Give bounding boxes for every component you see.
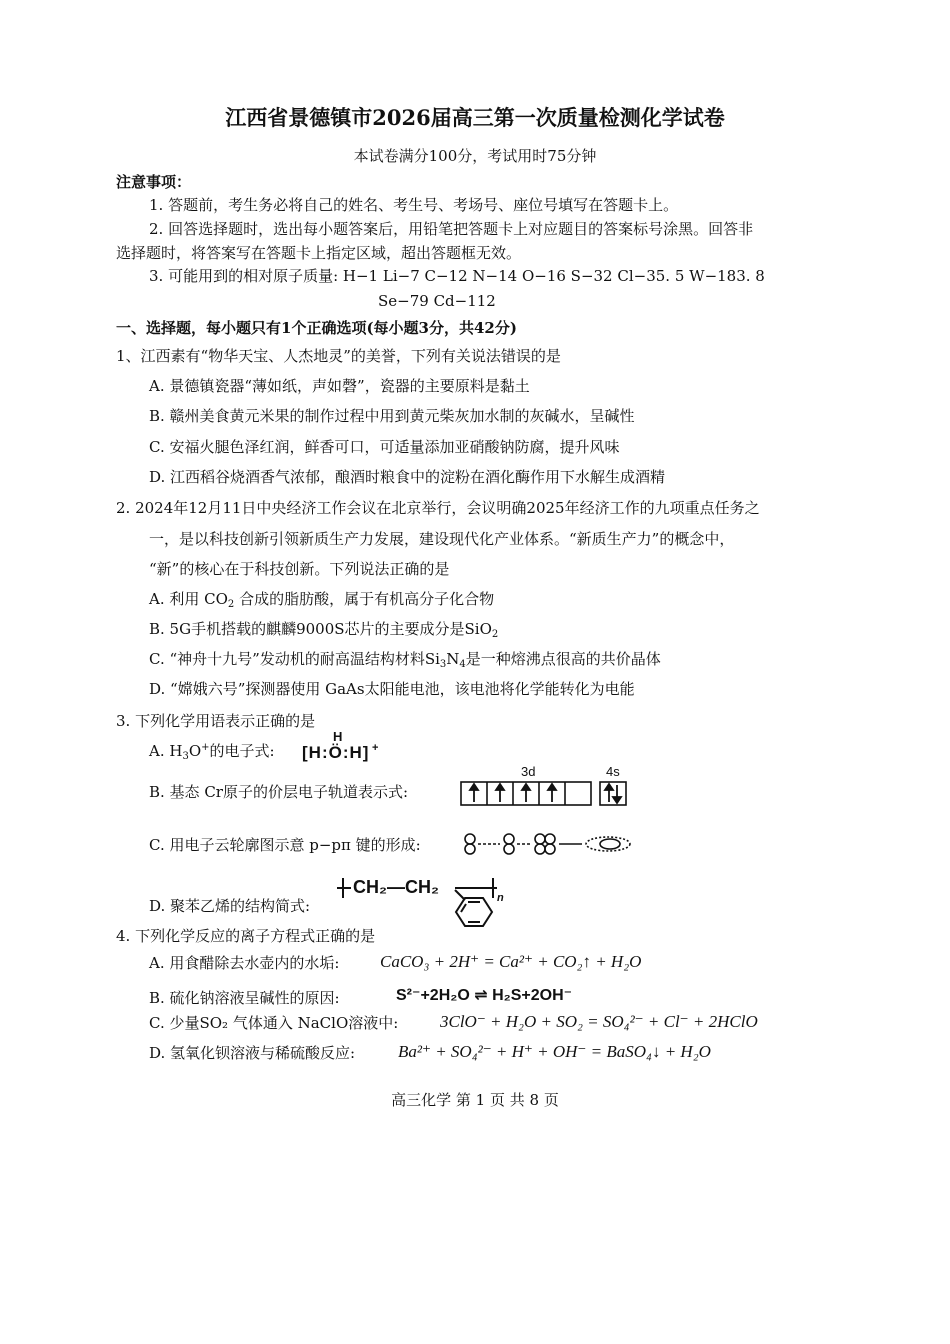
electron-cloud-diagram [462,832,637,856]
down-arrow [613,785,621,803]
q2-b-sub: 2 [491,629,499,640]
note-2b: 选择题时，将答案写在答题卡上指定区域，超出答题框无效。 [116,244,522,262]
q2-a-post: 合成的脂肪酸，属于有机高分子化合物 [234,590,495,608]
pi-bond-cloud [586,837,630,851]
notes-heading: 注意事项： [116,173,192,191]
note-3b: Se−79 Cd−112 [378,292,496,310]
orbital-label-4s: 4s [606,764,620,779]
q4-d-equation: Ba²⁺ + SO₄²⁻ + H⁺ + OH⁻ = BaSO₄↓ + H₂O [398,1042,711,1061]
q4-a-equation: CaCO₃ + 2H⁺ = Ca²⁺ + CO₂↑ + H₂O [380,952,642,971]
q3-a-pre: A. H [149,742,183,760]
q3-a-mid: O [188,742,202,760]
orbital-3d-boxes [461,782,626,805]
q1-option-d: D. 江西稻谷烧酒香气浓郁，酿酒时粮食中的淀粉在酒化酶作用下水解生成酒精 [149,468,666,486]
q3-option-d: D. 聚苯乙烯的结构简式: [149,897,311,915]
q2-c-mid: N [446,650,460,668]
p-orbital-overlap [535,834,555,854]
q1-stem: 1、江西素有“物华天宝、人杰地灵”的美誉，下列有关说法错误的是 [116,347,561,365]
note-1: 1. 答题前，考生务必将自己的姓名、考生号、考场号、座位号填写在答题卡上。 [149,196,679,214]
q4-option-a: A. 用食醋除去水壶内的水垢: [149,954,340,972]
q1-option-c: C. 安福火腿色泽红润，鲜香可口，可适量添加亚硝酸钠防腐，提升风味 [149,438,620,456]
q2-stem-1: 2. 2024年12月11日中央经济工作会议在北京举行，会议明确2025年经济工作的九项重点任务之 [116,499,760,517]
q3-option-b: B. 基态 Cr原子的价层电子轨道表示式: [149,783,409,801]
p-orbital-1 [465,834,475,854]
q3-a-top-h: H [333,729,343,744]
page-title: 江西省景德镇市2026届高三第一次质量检测化学试卷 [225,105,725,130]
q3-a-charge: + [372,742,379,754]
up-arrow [470,784,478,802]
q2-c-pre: C. “神舟十九号”发动机的耐高温结构材料Si [149,650,440,668]
q2-stem-3: “新”的核心在于科技创新。下列说法正确的是 [149,560,450,578]
polystyrene-unit: CH₂—CH₂ [353,877,439,897]
q3-option-a [149,741,275,761]
q2-option-c [149,649,661,669]
q2-option-b [149,619,498,639]
left-bracket [337,878,351,898]
polystyrene-n: n [497,892,504,904]
note-2a: 2. 回答选择题时，选出每小题答案后，用铅笔把答题卡上对应题目的答案标号涂黑。回答非 [149,220,754,238]
q2-c-sub2: 4 [459,659,466,670]
q3-option-c: C. 用电子云轮廓图示意 p−pπ 键的形成: [149,836,421,854]
q4-option-c: C. 少量SO₂ 气体通入 NaClO溶液中: [149,1014,399,1032]
q4-stem: 4. 下列化学反应的离子方程式正确的是 [116,927,376,945]
q4-option-d: D. 氢氧化钡溶液与稀硫酸反应: [149,1044,356,1062]
q3-a-sup: + [201,742,210,753]
q1-option-a: A. 景德镇瓷器“薄如纸，声如磬”，瓷器的主要原料是黏土 [149,377,530,395]
orbital-label-3d: 3d [521,764,536,779]
up-arrow [605,784,613,802]
q2-c-post: 是一种熔沸点很高的共价晶体 [465,650,661,668]
q2-option-a [149,589,494,609]
q2-b-pre: B. 5G手机搭载的麒麟9000S芯片的主要成分是SiO [149,620,492,638]
q2-c-sub1: 3 [439,659,447,670]
p-orbital-2 [504,834,514,854]
q2-stem-2: 一，是以科技创新引领新质生产力发展，建设现代化产业体系。“新质生产力”的概念中， [149,530,735,548]
q2-a-pre: A. 利用 CO [149,590,228,608]
q3-a-electron-formula: [H:Ö:H] [302,743,370,762]
q1-option-b: B. 赣州美食黄元米果的制作过程中用到黄元柴灰加水制的灰碱水，呈碱性 [149,407,635,425]
up-arrow [548,784,556,802]
benzene-ring [456,898,492,926]
exam-info: 本试卷满分100分，考试用时75分钟 [353,147,597,165]
q4-c-equation: 3ClO⁻ + H₂O + SO₂ = SO₄²⁻ + Cl⁻ + 2HClO [440,1012,758,1031]
up-arrow [522,784,530,802]
page-footer: 高三化学 第 1 页 共 8 页 [391,1091,559,1109]
note-3a: 3. 可能用到的相对原子质量: H−1 Li−7 C−12 N−14 O−16 S−32 Cl−35. 5 W−183. 8 [149,267,765,285]
q3-stem: 3. 下列化学用语表示正确的是 [116,712,316,730]
up-arrow [496,784,504,802]
q3-a-post: 的电子式: [209,742,275,760]
section-heading: 一、选择题，每小题只有1个正确选项(每小题3分，共42分) [116,319,517,337]
q3-a-sub: 3 [182,751,189,762]
polystyrene-structure [335,872,505,932]
q2-a-sub: 2 [227,599,235,610]
q4-b-equation: S²⁻+2H₂O ⇌ H₂S+2OH⁻ [396,987,573,1004]
q4-option-b: B. 硫化钠溶液呈碱性的原因: [149,989,340,1007]
orbital-diagram [460,780,630,808]
orbital-4s-box [600,782,626,805]
q2-option-d: D. “嫦娥六号”探测器使用 GaAs太阳能电池，该电池将化学能转化为电能 [149,680,635,698]
